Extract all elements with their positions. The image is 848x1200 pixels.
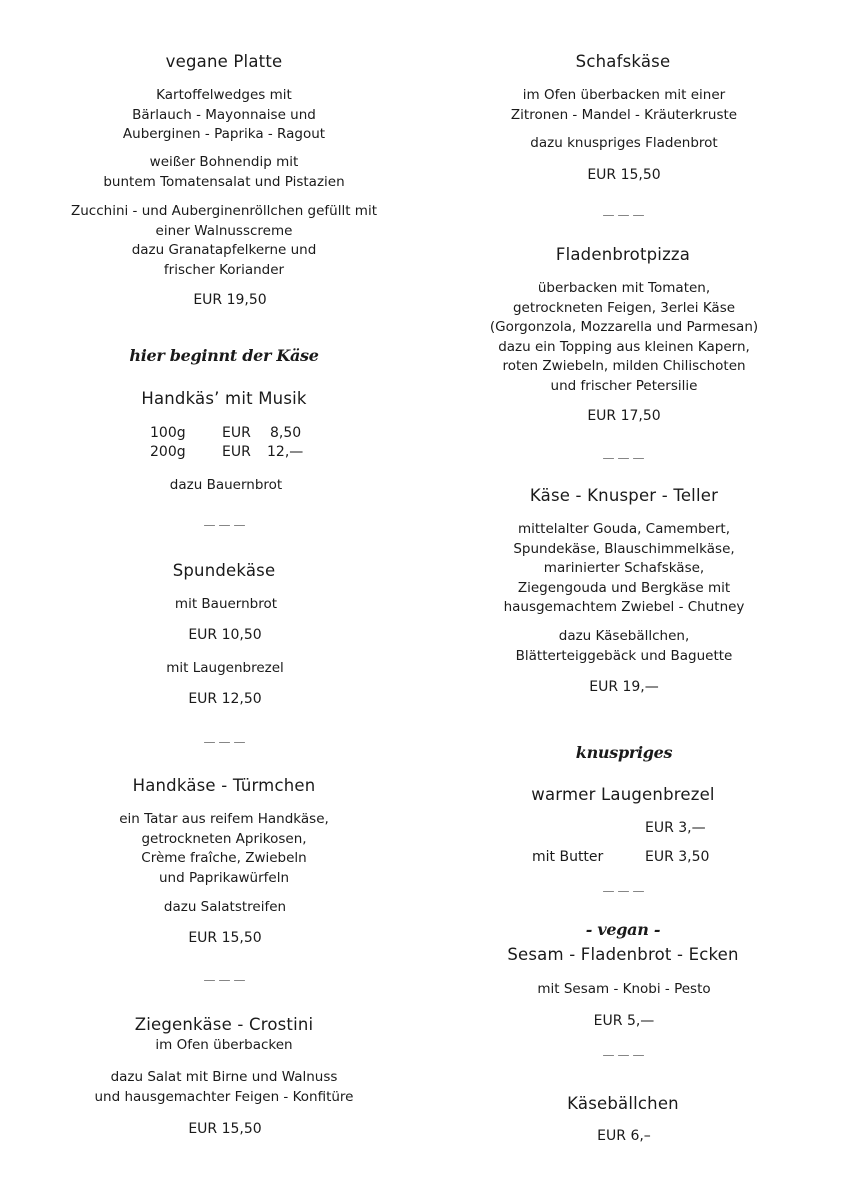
dish-title-kaese-knusper-teller: Käse - Knusper - Teller: [529, 486, 719, 505]
dish-title-spundekaese: Spundekäse: [172, 561, 276, 580]
dish-option: mit Laugenbrezel: [166, 660, 284, 676]
dish-price: EUR 5,—: [593, 1013, 655, 1029]
dish-price: EUR 6,–: [597, 1128, 651, 1144]
dish-option: mit Bauernbrot: [174, 596, 278, 612]
dish-description: ein Tatar aus reifem Handkäse, getrockneten Aprikosen, Crème fraîche, Zwiebeln und Paprikawürfeln: [119, 811, 329, 886]
dish-price: EUR 12,50: [188, 691, 262, 707]
dish-subtitle: im Ofen überbacken: [155, 1037, 293, 1053]
dish-title-vegane-platte: vegane Platte: [165, 52, 283, 71]
dish-description: weißer Bohnendip mit buntem Tomatensalat und Pistazien: [103, 154, 345, 190]
dish-title-crostini: Ziegenkäse - Crostini: [134, 1015, 314, 1034]
dish-title-kaesebaellchen: Käsebällchen: [567, 1094, 679, 1113]
dish-title-tuermchen: Handkäse - Türmchen: [132, 776, 316, 795]
dish-description: mit Sesam - Knobi - Pesto: [537, 981, 711, 997]
dish-price: EUR 15,50: [188, 1121, 262, 1137]
dish-price: EUR 3,—: [645, 820, 706, 836]
price-amount: 12,—: [267, 444, 304, 460]
dish-note: dazu Käsebällchen, Blätterteiggebäck und Baguette: [515, 628, 733, 664]
dish-title-laugenbrezel: warmer Laugenbrezel: [531, 785, 715, 804]
price-amount: 8,50: [270, 425, 302, 441]
separator: ———: [203, 735, 249, 749]
dish-price: EUR 15,50: [587, 167, 661, 183]
dish-note: dazu Salatstreifen: [163, 899, 287, 915]
dish-description: dazu Salat mit Birne und Walnuss und hausgemachter Feigen - Konfitüre: [94, 1069, 354, 1105]
separator: ———: [602, 208, 648, 222]
dish-price: EUR 19,50: [193, 292, 267, 308]
dish-price: EUR 19,—: [589, 679, 659, 695]
dish-description: überbacken mit Tomaten, getrockneten Feigen, 3erlei Käse (Gorgonzola, Mozzarella und Parmesan) dazu ein Topping aus kleinen Kapern, roten Zwiebeln, milden Chilischoten und frischer Petersilie: [489, 280, 759, 394]
separator: ———: [203, 973, 249, 987]
dish-price: EUR 17,50: [587, 408, 661, 424]
dish-price: EUR 10,50: [188, 627, 262, 643]
dish-title-fladenbrotpizza: Fladenbrotpizza: [555, 245, 691, 264]
separator: ———: [203, 518, 249, 532]
dish-price: EUR 3,50: [645, 849, 710, 865]
dish-description: mittelalter Gouda, Camembert, Spundekäse, Blauschimmelkäse, marinierter Schafskäse, Ziegengouda und Bergkäse mit hausgemachtem Zwiebel - Chutney: [503, 521, 745, 615]
dish-title-schafskaese: Schafskäse: [575, 52, 671, 71]
dish-price: EUR 15,50: [188, 930, 262, 946]
dish-description: im Ofen überbacken mit einer Zitronen - Mandel - Kräuterkruste: [510, 87, 738, 123]
section-heading: hier beginnt der Käse: [129, 346, 319, 365]
dish-note: dazu knuspriges Fladenbrot: [530, 135, 718, 151]
weight-label: 200g: [150, 444, 186, 460]
currency-label: EUR: [222, 425, 251, 441]
dish-title-sesam-fladenbrot: Sesam - Fladenbrot - Ecken: [507, 945, 739, 964]
dish-description: Kartoffelwedges mit Bärlauch - Mayonnaise und Auberginen - Paprika - Ragout: [122, 87, 326, 142]
dish-description: Zucchini - und Auberginenröllchen gefüllt mit einer Walnusscreme dazu Granatapfelkerne und frischer Koriander: [70, 203, 378, 278]
separator: ———: [602, 884, 648, 898]
dish-note: dazu Bauernbrot: [169, 477, 283, 493]
section-heading: knuspriges: [575, 743, 673, 762]
separator: ———: [602, 1048, 648, 1062]
vegan-label: - vegan -: [585, 920, 661, 939]
dish-option: mit Butter: [532, 849, 604, 865]
weight-label: 100g: [150, 425, 186, 441]
currency-label: EUR: [222, 444, 251, 460]
separator: ———: [602, 451, 648, 465]
dish-title-handkaes: Handkäs’ mit Musik: [141, 389, 307, 408]
